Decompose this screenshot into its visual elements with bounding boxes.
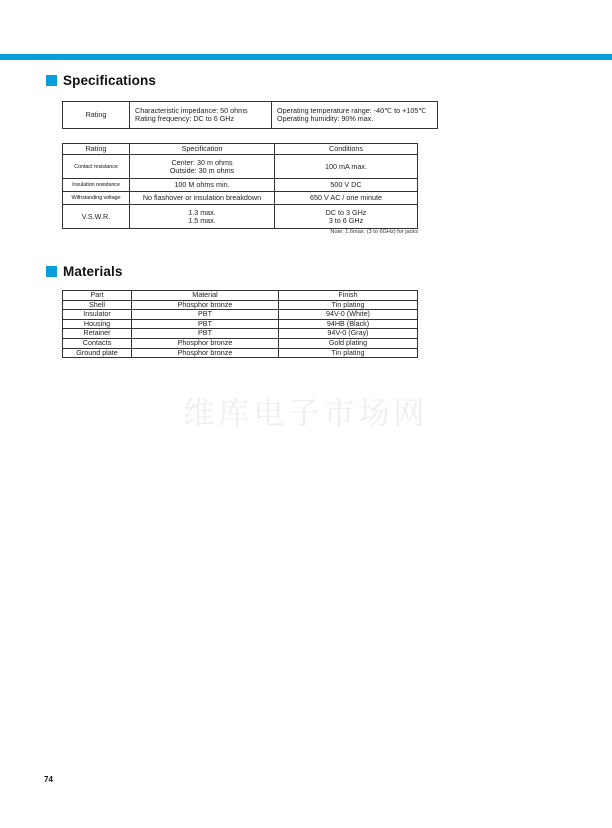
finish-cell: 94V-0 (Gray) (279, 329, 418, 339)
header-conditions: Conditions (275, 144, 418, 155)
finish-cell: 94HB (Black) (279, 319, 418, 329)
table-row (63, 179, 418, 192)
spec-line: Center: 30 m ohms (171, 157, 233, 167)
temperature-range-text: Operating temperature range: -40℃ to +105℃ (277, 106, 427, 115)
section-marker-square (46, 266, 57, 277)
header-material: Material (132, 291, 279, 301)
rating-summary-table (62, 101, 438, 129)
table-row (63, 338, 418, 348)
specification-table (62, 143, 418, 229)
part-cell: Contacts (63, 338, 132, 348)
conditions-cell (275, 205, 418, 229)
conditions-cell: 500 V DC (275, 179, 418, 192)
spec-cell: No flashover or insulation breakdown (130, 192, 275, 205)
part-cell: Housing (63, 319, 132, 329)
finish-cell: Gold plating (279, 338, 418, 348)
part-cell: Shell (63, 300, 132, 310)
material-cell: PBT (132, 310, 279, 320)
table-row (63, 310, 418, 320)
table-row (63, 155, 418, 179)
table-row (63, 348, 418, 358)
top-accent-bar (0, 54, 612, 60)
specifications-heading (46, 73, 156, 88)
rating-environment-cell (272, 102, 438, 129)
table-note: Note: 1.6max. (3 to 6GHz) for jacks (330, 229, 418, 235)
header-specification: Specification (130, 144, 275, 155)
part-cell: Retainer (63, 329, 132, 339)
humidity-text: Operating humidity: 90% max. (277, 114, 374, 123)
rating-cell: Contact resistance (63, 155, 130, 179)
conditions-cell: 650 V AC / one minute (275, 192, 418, 205)
impedance-text: Characteristic impedance: 50 ohms (135, 106, 248, 115)
conditions-line: DC to 3 GHz (325, 207, 367, 217)
material-cell: Phosphor bronze (132, 348, 279, 358)
rating-electrical-cell (130, 102, 272, 129)
materials-heading (46, 264, 122, 279)
conditions-cell: 100 mA max. (275, 155, 418, 179)
spec-cell: 100 M ohms min. (130, 179, 275, 192)
spec-line: 1.5 max. (188, 215, 216, 225)
header-part: Part (63, 291, 132, 301)
section-marker-square (46, 75, 57, 86)
watermark: 维库电子市场网 (183, 396, 429, 432)
material-cell: PBT (132, 329, 279, 339)
material-cell: Phosphor bronze (132, 338, 279, 348)
rating-header-cell: Rating (63, 102, 130, 129)
material-cell: Phosphor bronze (132, 300, 279, 310)
spec-line: 1.3 max. (188, 207, 216, 217)
finish-cell: Tin plating (279, 348, 418, 358)
finish-cell: Tin plating (279, 300, 418, 310)
spec-cell (130, 155, 275, 179)
rating-cell: Withstanding voltage (63, 192, 130, 205)
materials-title: Materials (63, 264, 123, 279)
header-rating: Rating (63, 144, 130, 155)
material-cell: PBT (132, 319, 279, 329)
finish-cell: 94V-0 (White) (279, 310, 418, 320)
table-row (63, 205, 418, 229)
page-number: 74 (44, 775, 53, 784)
frequency-text: Rating frequency: DC to 6 GHz (135, 114, 235, 123)
rating-cell: Insulation resistance (63, 179, 130, 192)
materials-table (62, 290, 418, 358)
part-cell: Ground plate (63, 348, 132, 358)
specifications-title: Specifications (63, 73, 156, 88)
spec-line: Outside: 30 m ohms (169, 165, 235, 175)
conditions-line: 3 to 6 GHz (328, 215, 364, 225)
table-row (63, 192, 418, 205)
part-cell: Insulator (63, 310, 132, 320)
rating-cell: V.S.W.R. (63, 205, 130, 229)
header-finish: Finish (279, 291, 418, 301)
spec-cell (130, 205, 275, 229)
